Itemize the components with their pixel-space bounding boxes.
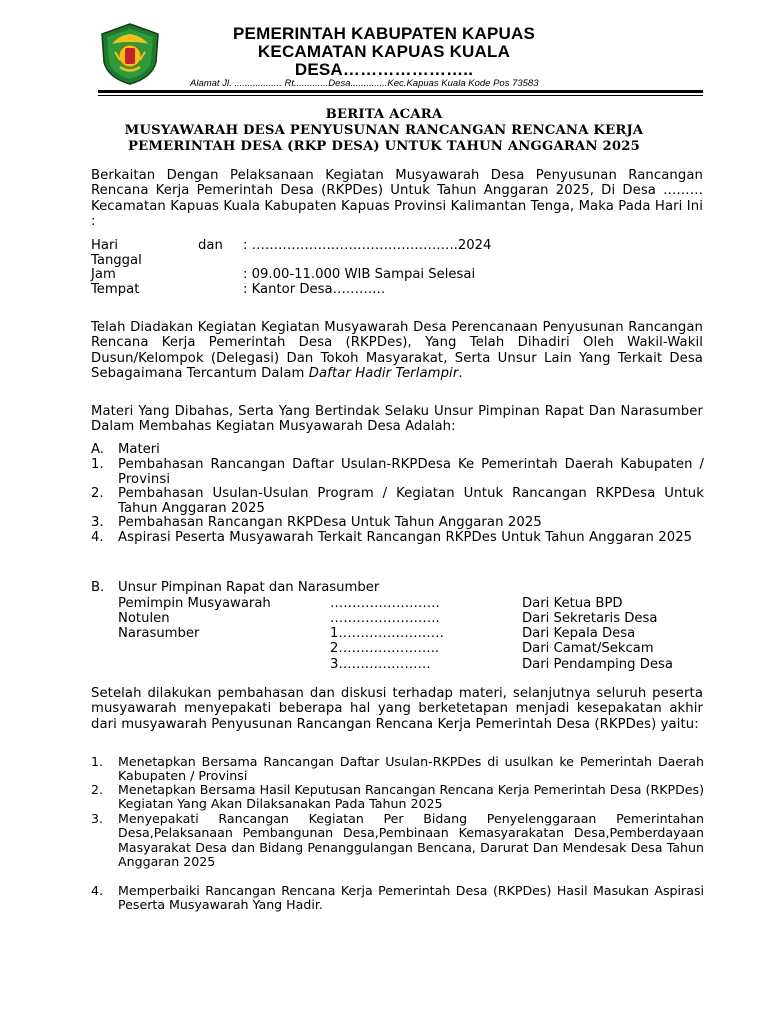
letterhead-rule-thin bbox=[98, 95, 703, 96]
held-paragraph-text: Telah Diadakan Kegiatan Kegiatan Musyawarah Desa Perencanaan Penyusunan Rancangan Rencana Kerja Pemerintah Desa (RKPDes), Yang Telah Dihadiri Oleh Wakil-Wakil Dusun/Kelompok (Delegasi) Dan Tokoh Masyarakat, Serta Unsur Lain Yang Terkait Desa Sebagaimana Tercantum Dalam bbox=[91, 320, 703, 382]
leader-from: Dari Kepala Desa bbox=[522, 626, 636, 641]
leader-role: Notulen bbox=[118, 611, 170, 626]
schedule-and-label: dan bbox=[198, 238, 223, 253]
held-paragraph bbox=[91, 320, 703, 382]
material-item: Pembahasan Rancangan RKPDesa Untuk Tahun Anggaran 2025 bbox=[118, 515, 542, 530]
agreement-item: Menetapkan Bersama Rancangan Daftar Usulan-RKPDes di usulkan ke Pemerintah Daerah Kabupaten / Provinsi bbox=[118, 754, 704, 784]
attendance-list-reference: Daftar Hadir Terlampir bbox=[308, 366, 459, 382]
leader-role: Pemimpin Musyawarah bbox=[118, 596, 271, 611]
agreement-number: 1. bbox=[91, 754, 104, 769]
leader-from: Dari Ketua BPD bbox=[522, 596, 623, 611]
leader-role: Narasumber bbox=[118, 626, 200, 641]
leader-from: Dari Camat/Sekcam bbox=[522, 641, 654, 656]
material-item-number: 2. bbox=[91, 486, 104, 501]
agreement-number: 2. bbox=[91, 782, 104, 797]
material-item-number: 1. bbox=[91, 457, 104, 472]
schedule-time-value: : 09.00-11.000 WIB Sampai Selesai bbox=[243, 267, 476, 282]
section-b-heading: Unsur Pimpinan Rapat dan Narasumber bbox=[118, 580, 380, 595]
section-b-marker: B. bbox=[91, 580, 105, 595]
leader-blank: 1…………………… bbox=[330, 626, 444, 641]
leader-blank: 3………………… bbox=[330, 657, 431, 672]
schedule-day-value: : ………………………………………..2024 bbox=[243, 238, 492, 253]
material-item-number: 4. bbox=[91, 530, 104, 545]
material-item-number: 3. bbox=[91, 515, 104, 530]
schedule-place-label: Tempat bbox=[91, 282, 140, 297]
leader-blank: ……………………. bbox=[330, 611, 440, 626]
leader-blank: 2………………….. bbox=[330, 641, 440, 656]
schedule-day-label: Hari bbox=[91, 238, 119, 253]
leader-blank: ……………………. bbox=[330, 596, 440, 611]
material-item: Aspirasi Peserta Musyawarah Terkait Rancangan RKPDes Untuk Tahun Anggaran 2025 bbox=[118, 530, 693, 545]
leader-from: Dari Sekretaris Desa bbox=[522, 611, 658, 626]
schedule-date-label: Tanggal bbox=[91, 253, 142, 268]
agreement-item: Menetapkan Bersama Hasil Keputusan Rancangan Rencana Kerja Pemerintah Desa (RKPDes) Kegiatan Yang Akan Dilaksanakan Pada Tahun 2025 bbox=[118, 782, 704, 812]
material-item: Pembahasan Rancangan Daftar Usulan-RKPDesa Ke Pemerintah Daerah Kabupaten / Provinsi bbox=[118, 457, 704, 488]
letterhead-government: PEMERINTAH KABUPATEN KAPUAS bbox=[233, 24, 535, 43]
letterhead-village: DESA………………….. bbox=[294, 60, 474, 79]
agreement-item: Memperbaiki Rancangan Rencana Kerja Pemerintah Desa (RKPDes) Hasil Masukan Aspirasi Peserta Musyawarah Yang Hadir. bbox=[118, 883, 704, 913]
document-subtitle-line-2: PEMERINTAH DESA (RKP DESA) UNTUK TAHUN ANGGARAN 2025 bbox=[127, 139, 641, 154]
agreement-item: Menyepakati Rancangan Kegiatan Per Bidang Penyelenggaraan Pemerintahan Desa,Pelaksanaan Pembangunan Desa,Pembinaan Kemasyarakatan Desa,Pemberdayaan Masyarakat Desa dan Bidang Penanggulangan Bencana, Darurat Dan Mendesak Desa Tahun Anggaran 2025 bbox=[118, 811, 704, 870]
schedule-place-value: : Kantor Desa………… bbox=[243, 282, 386, 297]
letterhead-address: Alamat Jl. .................. Rt.............Desa..............Kec.Kapuas Kuala Kode Pos 73583 bbox=[190, 78, 539, 89]
schedule-time-label: Jam bbox=[91, 267, 116, 282]
conclusion-paragraph: Setelah dilakukan pembahasan dan diskusi terhadap materi, selanjutnya seluruh peserta musyawarah menyepakati beberapa hal yang berketetapan menjadi kesepakatan akhir dari musyawarah Penyusunan Rancangan Rencana Kerja Pemerintah Desa (RKPDes) yaitu: bbox=[91, 686, 703, 732]
document-subtitle-line-1: MUSYAWARAH DESA PENYUSUNAN RANCANGAN RENCANA KERJA bbox=[124, 123, 644, 138]
leader-from: Dari Pendamping Desa bbox=[522, 657, 673, 672]
section-a-marker: A. bbox=[91, 442, 104, 457]
agreement-number: 4. bbox=[91, 883, 104, 898]
letterhead-rule-thick bbox=[98, 90, 703, 93]
letterhead-district: KECAMATAN KAPUAS KUALA bbox=[257, 42, 511, 61]
material-item: Pembahasan Usulan-Usulan Program / Kegiatan Untuk Rancangan RKPDesa Untuk Tahun Anggaran 2025 bbox=[118, 486, 704, 517]
section-a-heading: Materi bbox=[118, 442, 160, 457]
held-paragraph-end: . bbox=[458, 366, 463, 382]
intro-paragraph: Berkaitan Dengan Pelaksanaan Kegiatan Musyawarah Desa Penyusunan Rancangan Rencana Kerja Pemerintah Desa (RKPDes) Untuk Tahun Anggaran 2025, Di Desa ……… Kecamatan Kapuas Kuala Kabupaten Kapuas Provinsi Kalimantan Tenga, Maka Pada Hari Ini : bbox=[91, 168, 703, 230]
material-paragraph: Materi Yang Dibahas, Serta Yang Bertindak Selaku Unsur Pimpinan Rapat Dan Narasumber Dalam Membahas Kegiatan Musyawarah Desa Adalah: bbox=[91, 404, 703, 435]
document-title: BERITA ACARA bbox=[325, 107, 443, 122]
agreement-number: 3. bbox=[91, 811, 104, 826]
